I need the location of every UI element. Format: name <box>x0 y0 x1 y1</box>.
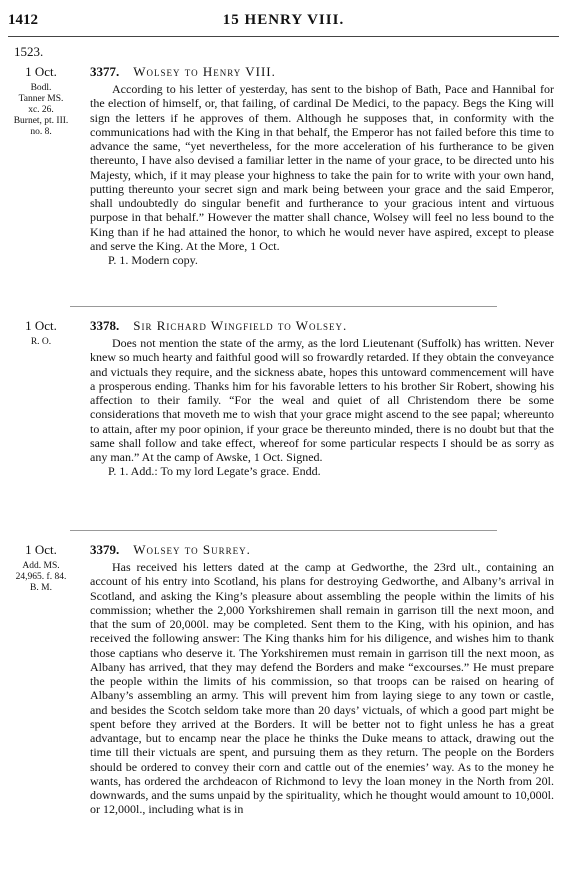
page-header <box>8 12 559 34</box>
entry-margin <box>4 318 78 348</box>
entry-date: 1 Oct. <box>25 318 57 333</box>
entry-footnote: P. 1. Modern copy. <box>108 253 198 267</box>
entry-title: Wolsey to Surrey. <box>133 542 251 557</box>
entry-body: Does not mention the state of the army, as the lord Lieutenant (Suffolk) has written. Never knew so much hearty and faithful good will so frowardly retarded. If they obtain the conveyance and victuals they require, and the sickness abate, hopes this untoward commencement will have a prosperous ending. Thanks him for his favorable letters to his brother Sir Robert, showing his affection to their family. “For the weal and quiet of all Christendom there be some considerations that moveth me to wish that your grace might ascend to the see papal; whereunto to attain, after my poor opinion, if your grace be thereunto minded, there is no doubt but that the same shall follow and take effect, whereof for some particular respects I should be as sorry as any man.” At the camp of Awske, 1 Oct. Signed. <box>90 336 554 464</box>
source-line: R. O. <box>30 337 52 347</box>
source-line: Add. MS. <box>22 561 60 571</box>
entry-content <box>90 64 554 267</box>
entry-separator <box>70 530 497 531</box>
entry-number: 3378. <box>90 318 120 333</box>
running-head: 15 HENRY VIII. <box>222 12 345 28</box>
entry-heading <box>90 64 554 80</box>
entry-margin <box>4 64 78 138</box>
entry-date: 1 Oct. <box>25 64 57 79</box>
entry-title: Wolsey to Henry VIII. <box>133 64 276 79</box>
year-label: 1523. <box>14 44 44 59</box>
entry-number: 3379. <box>90 542 120 557</box>
entry-body: Has received his letters dated at the camp at Gedworthe, the 23rd ult., containing an account of his entry into Scotland, his plans for destroying Gedworthe, and Albany’s arrival in Scotland, and asking the King’s pleasure about assembling the people within the limits of his commission; whether the 2,000 Yorkshiremen shall remain in garrison till the next moon, and that the sum of 20,000l. may be completed. Sent them to the King, with his opinion, and has received the following answer: The King thanks him for his diligence, and wishes him to thank those captians who deserve it. The Yorkshiremen must remain in garrison till the next moon, as Albany has arrived, that they may defend the Borders and make “excourses.” He must prepare the people within the limits of his commission, so that troops can be raised on hearing of Albany’s assembling an army. This will prevent him from laying siege to any town or castle, and besides the Scotch seldom take more than 20 days’ victuals, of which a good part might be spent before they arrived at the Borders. It will be better not to fight unless he has a great advantage, but to encamp near the place he thinks the Duke means to attack, drawing out the time till their victuals are spent, and pursuing them as they return. The people on the Borders should be ordered to convey their corn and cattle out of the enemies’ way. As to the money he wants, has ordered the archdeacon of Richmond to levy the loan money in the North from 20l. downwards, and the sums unpaid by the spirituality, which he thought would amount to 10,000l. or 12,000l., including what is in <box>90 560 554 817</box>
entry-number: 3377. <box>90 64 120 79</box>
entry-date: 1 Oct. <box>25 542 57 557</box>
source-line: Burnet, pt. III. <box>13 116 69 126</box>
header-rule <box>8 36 559 37</box>
entry-content <box>90 542 554 817</box>
source-line: xc. 26. <box>28 105 54 115</box>
source-line: no. 8. <box>30 127 52 137</box>
entry-margin <box>4 542 78 594</box>
entry-footnote: P. 1. Add.: To my lord Legate’s grace. Endd. <box>108 464 321 479</box>
source-line: Bodl. <box>30 83 52 93</box>
entry-title: Sir Richard Wingfield to Wolsey. <box>133 318 348 333</box>
source-line: B. M. <box>30 583 52 593</box>
entry-separator <box>70 306 497 307</box>
source-line: 24,965. f. 84. <box>15 572 67 582</box>
entry-heading <box>90 542 554 558</box>
page-number: 1412 <box>8 12 38 28</box>
source-line: Tanner MS. <box>18 94 64 104</box>
entry-body: According to his letter of yesterday, has sent to the bishop of Bath, Pace and Hannibal for the election of himself, or, that failing, of cardinal De Medici, to the papacy. Begs the King will sign the letters if he approves of them. Although he supposes that, in conformity with the communications had with the King in that behalf, the Emperor has not failed before this time to advance the same, “yet nevertheless, for the more acceleration of his furtherance to be given thereunto, I have also devised a familiar letter in the name of your grace, to be directed unto his Majesty, which, if it may please your highness to take the pain for to write with your own hand, putting thereunto your secret sign and mark being between your grace and the said Emperor, shall undoubtedly do singular benefit and furtherance to your gracious intent and virtuous purpose in that behalf.” However the matter shall chance, Wolsey will feel no less bound to the King than if he had attained the honor, to which he would never have aspired, except to please and serve the King. At the More, 1 Oct. <box>90 82 554 253</box>
entry-heading <box>90 318 554 334</box>
entry-content <box>90 318 554 479</box>
